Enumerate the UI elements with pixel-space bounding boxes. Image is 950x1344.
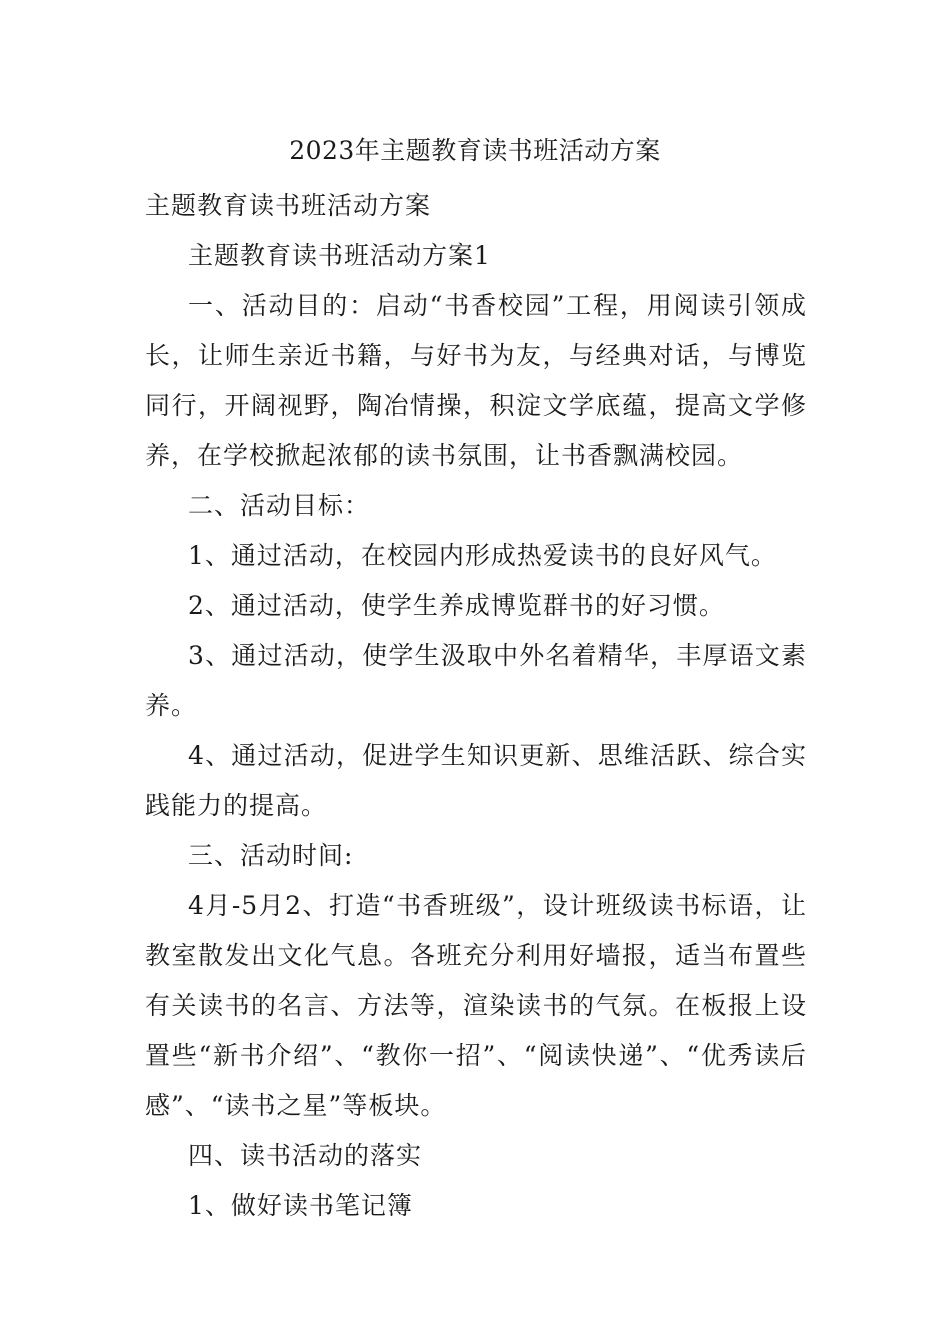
implementation-item-1: 1、做好读书笔记簿 (188, 1191, 413, 1220)
heading-activity-goals: 二、活动目标： (188, 491, 371, 520)
heading-implementation: 四、读书活动的落实 (188, 1141, 423, 1170)
goal-item-3: 3、通过活动，使学生汲取中外名着精华，丰厚语文素养。 (145, 641, 807, 720)
section-heading-plan-1: 主题教育读书班活动方案1 (188, 241, 491, 270)
heading-activity-time: 三、活动时间: (188, 841, 354, 870)
goal-item-4: 4、通过活动，促进学生知识更新、思维活跃、综合实践能力的提高。 (145, 741, 807, 820)
goal-item-2: 2、通过活动，使学生养成博览群书的好习惯。 (188, 591, 725, 620)
goal-item-1: 1、通过活动，在校园内形成热爱读书的良好风气。 (188, 541, 777, 570)
paragraph-activity-time: 4月-5月2、打造“书香班级”，设计班级读书标语，让教室散发出文化气息。各班充分利用好墙报，适当布置些有关读书的名言、方法等，渲染读书的气氛。在板报上设置些“新书介绍”、“教你一招”、“阅读快递”、“优秀读后感”、“读书之星”等板块。 (145, 891, 807, 1120)
document-title: 2023年主题教育读书班活动方案 (289, 136, 661, 165)
doc-subtitle: 主题教育读书班活动方案 (145, 191, 432, 220)
document-body (145, 181, 807, 1231)
paragraph-activity-purpose: 一、活动目的：启动“书香校园”工程，用阅读引领成长，让师生亲近书籍，与好书为友，与经典对话，与博览同行，开阔视野，陶冶情操，积淀文学底蕴，提高文学修养，在学校掀起浓郁的读书氛围，让书香飘满校园。 (145, 291, 807, 470)
